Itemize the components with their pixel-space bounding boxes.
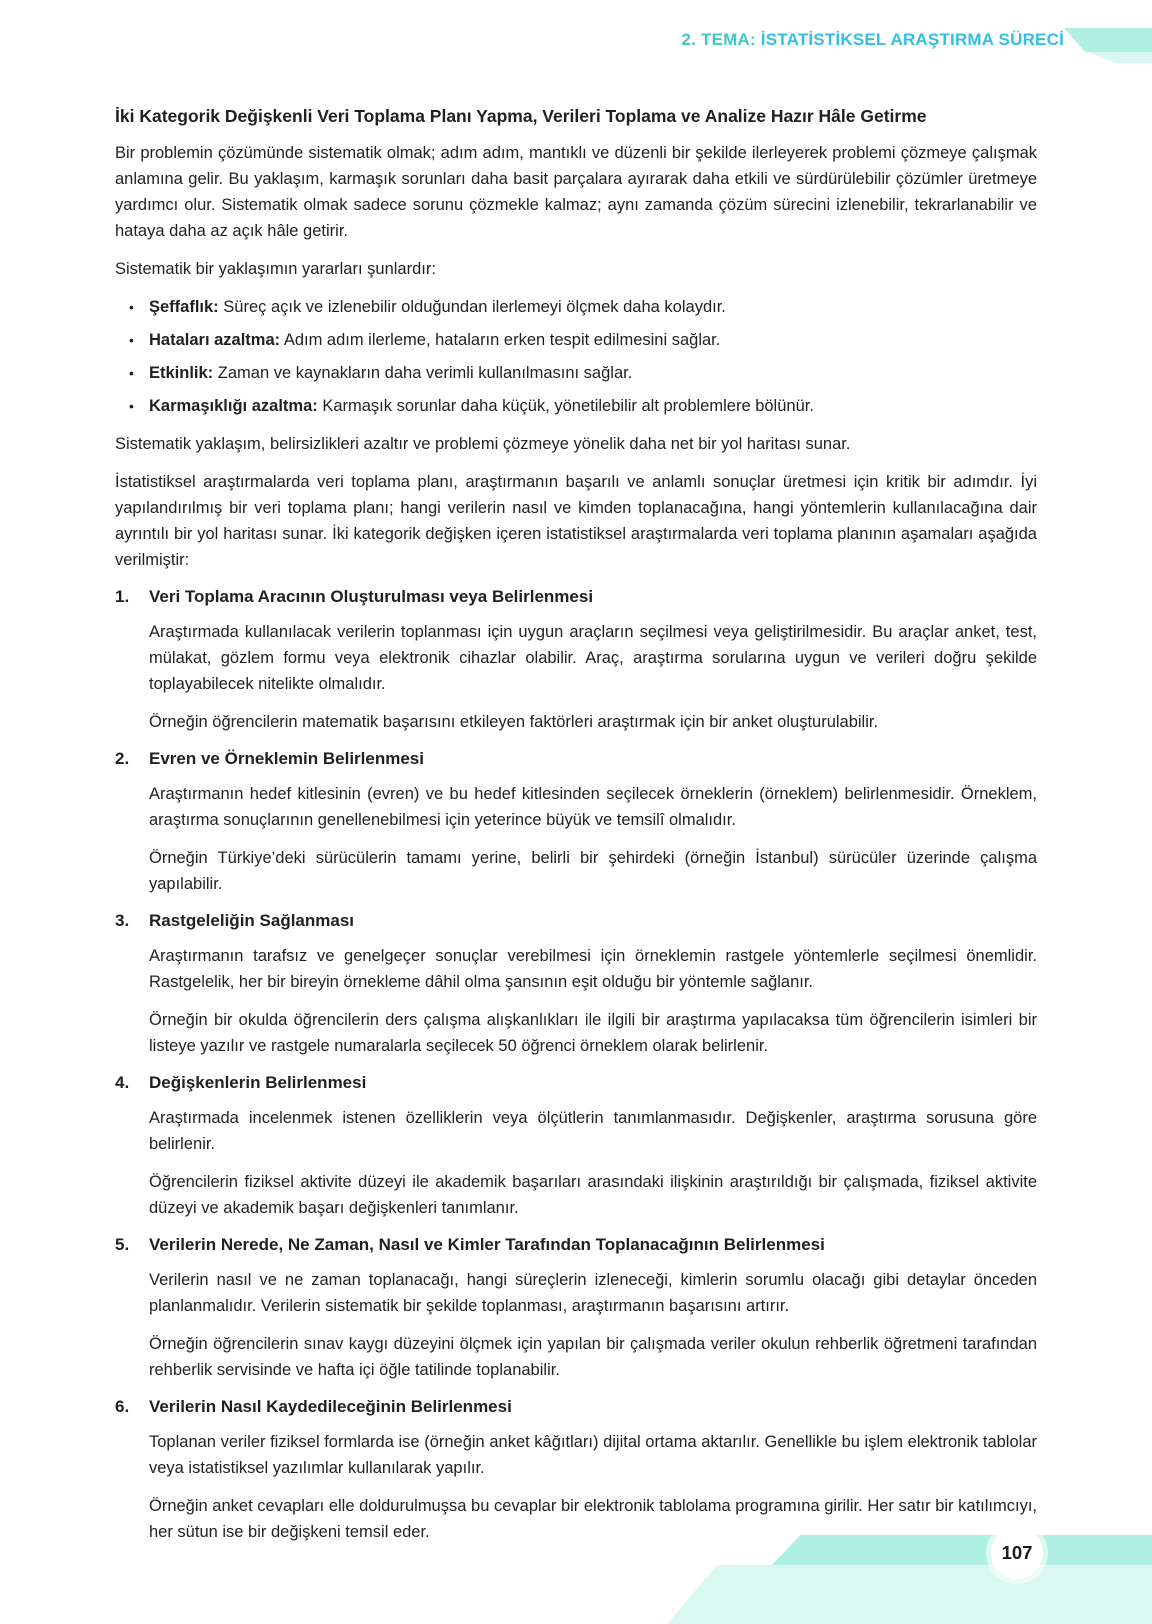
plan-intro-paragraph: İstatistiksel araştırmalarda veri toplama planı, araştırmanın başarılı ve anlamlı sonuçlar üretmesi için kritik bir adımdır. İyi yapılandırılmış bir veri toplama planı; hangi verilerin nasıl ve kimden toplanacağına, hangi yöntemlerin kullanılacağına dair ayrıntılı bir yol haritası sunar. İki kategorik değişken içeren istatistiksel araştırmalarda veri toplama planının aşamaları aşağıda verilmiştir: <box>115 473 1037 569</box>
step-example: Örneğin bir okulda öğrencilerin ders çalışma alışkanlıkları ile ilgili bir araştırma yapılacaksa tüm öğrencilerin isimleri bir listeye yazılır ve rastgele numaralarla seçilecek 50 öğrenci örneklem olarak belirlenir. <box>149 1011 1037 1055</box>
benefits-close: Sistematik yaklaşım, belirsizlikleri azaltır ve problemi çözmeye yönelik daha net bir yol haritası sunar. <box>115 435 851 453</box>
step-item <box>115 1395 1037 1545</box>
list-item <box>129 393 1037 419</box>
step-number: 5. <box>115 1235 130 1254</box>
list-item-text: Hataları azaltma: Adım adım ilerleme, hataların erken tespit edilmesini sağlar. <box>149 331 721 349</box>
step-heading <box>115 747 1037 771</box>
step-example: Örneğin anket cevapları elle doldurulmuşsa bu cevaplar bir elektronik tablolama programına girilir. Her satır bir katılımcıyı, her sütun ise bir değişkeni temsil eder. <box>149 1497 1037 1541</box>
step-example: Örneğin öğrencilerin sınav kaygı düzeyini ölçmek için yapılan bir çalışmada veriler okulun rehberlik öğretmeni tarafından rehberlik servisinde ve hafta içi öğle tatilinde toplanabilir. <box>149 1335 1037 1379</box>
step-item <box>115 1233 1037 1383</box>
bullet-icon: • <box>129 299 134 315</box>
page-number: 107 <box>1001 1542 1033 1563</box>
list-item-text: Etkinlik: Zaman ve kaynakların daha verimli kullanılmasını sağlar. <box>149 364 633 382</box>
step-example: Örneğin öğrencilerin matematik başarısını etkileyen faktörleri araştırmak için bir anket oluşturulabilir. <box>149 713 879 731</box>
step-title: Verilerin Nasıl Kaydedileceğinin Belirlenmesi <box>149 1397 512 1416</box>
step-number: 1. <box>115 587 130 606</box>
step-number: 3. <box>115 911 130 930</box>
step-heading <box>115 1071 1037 1095</box>
footer-ribbon-dark <box>772 1535 1152 1565</box>
theme-title: İSTATİSTİKSEL ARAŞTIRMA SÜRECİ <box>760 30 1064 49</box>
list-item-text: Karmaşıklığı azaltma: Karmaşık sorunlar daha küçük, yönetilebilir alt problemlere bölünür. <box>149 397 814 415</box>
step-paragraph: Araştırmanın hedef kitlesinin (evren) ve bu hedef kitlesinden seçilecek örneklerin (örneklem) belirlenmesidir. Örneklem, araştırma sonuçlarının genellenebilmesi için yeterince büyük ve temsilî olmalıdır. <box>149 785 1037 829</box>
step-number: 6. <box>115 1397 130 1416</box>
header-ribbon-dark <box>1064 28 1152 52</box>
step-heading <box>115 909 1037 933</box>
list-item <box>129 360 1037 386</box>
header-ribbon-light <box>1088 52 1152 63</box>
list-item <box>129 294 1037 320</box>
step-paragraph: Araştırmada incelenmek istenen özelliklerin veya ölçütlerin tanımlanmasıdır. Değişkenler, araştırma sorusuna göre belirlenir. <box>149 1109 1037 1153</box>
footer-ribbon-light <box>667 1565 1152 1624</box>
list-item-text: Şeffaflık: Süreç açık ve izlenebilir olduğundan ilerlemeyi ölçmek daha kolaydır. <box>149 298 726 316</box>
step-item <box>115 1071 1037 1221</box>
step-number: 2. <box>115 749 130 768</box>
step-heading <box>115 1233 1037 1257</box>
step-item <box>115 909 1037 1059</box>
page-number-badge <box>991 1527 1043 1579</box>
step-heading <box>115 1395 1037 1419</box>
step-example: Öğrencilerin fiziksel aktivite düzeyi ile akademik başarıları arasındaki ilişkinin araştırıldığı bir çalışmada, fiziksel aktivite düzeyi ve akademik başarı değişkenleri tanımlanır. <box>149 1173 1037 1217</box>
page-content <box>115 106 1037 1557</box>
step-title: Veri Toplama Aracının Oluşturulması veya Belirlenmesi <box>149 587 594 606</box>
list-item <box>129 327 1037 353</box>
step-paragraph: Toplanan veriler fiziksel formlarda ise (örneğin anket kâğıtları) dijital ortama aktarılır. Genellikle bu işlem elektronik tablolar veya istatistiksel yazılımlar kullanılarak yapılır. <box>149 1433 1037 1477</box>
step-item <box>115 585 1037 735</box>
bullet-icon: • <box>129 365 134 381</box>
benefits-lead: Sistematik bir yaklaşımın yararları şunlardır: <box>115 260 436 278</box>
section-title: İki Kategorik Değişkenli Veri Toplama Planı Yapma, Verileri Toplama ve Analize Hazır Hâle Getirme <box>115 106 927 126</box>
step-paragraph: Verilerin nasıl ve ne zaman toplanacağı, hangi süreçlerin izleneceği, kimlerin sorumlu olacağı gibi detaylar önceden planlanmalıdır. Verilerin sistematik bir şekilde toplanması, araştırmanın başarısını artırır. <box>149 1271 1037 1315</box>
step-number: 4. <box>115 1073 130 1092</box>
steps-list <box>115 585 1037 1545</box>
step-heading <box>115 585 1037 609</box>
step-paragraph: Araştırmanın tarafsız ve genelgeçer sonuçlar verebilmesi için örneklemin rastgele yöntemlerle seçilmesi önemlidir. Rastgelelik, her bir bireyin örnekleme dâhil olma şansının eşit olduğu bir yöntemle sağlanır. <box>149 947 1037 991</box>
step-paragraph: Araştırmada kullanılacak verilerin toplanması için uygun araçların seçilmesi veya geliştirilmesidir. Bu araçlar anket, test, mülakat, gözlem formu veya elektronik cihazlar olabilir. Araç, araştırma sorularına uygun ve verileri doğru şekilde toplayabilecek nitelikte olmalıdır. <box>149 623 1037 693</box>
benefits-list <box>115 294 1037 419</box>
chapter-header <box>682 30 1064 50</box>
step-title: Değişkenlerin Belirlenmesi <box>149 1073 367 1092</box>
step-title: Verilerin Nerede, Ne Zaman, Nasıl ve Kimler Tarafından Toplanacağının Belirlenmesi <box>149 1235 825 1254</box>
step-title: Rastgeleliğin Sağlanması <box>149 911 355 930</box>
theme-number-label: 2. TEMA: <box>681 30 756 49</box>
intro-paragraph: Bir problemin çözümünde sistematik olmak; adım adım, mantıklı ve düzenli bir şekilde ilerleyerek problemi çözmeye çalışmak anlamına gelir. Bu yaklaşım, karmaşık sorunları daha basit parçalara ayırarak daha etkili ve sürdürülebilir çözümler üretmeye yardımcı olur. Sistematik olmak sadece sorunu çözmekle kalmaz; aynı zamanda çözüm sürecini izlenebilir, tekrarlanabilir ve hataya daha az açık hâle getirir. <box>115 144 1037 240</box>
bullet-icon: • <box>129 332 134 348</box>
step-title: Evren ve Örneklemin Belirlenmesi <box>149 749 424 768</box>
bullet-icon: • <box>129 398 134 414</box>
step-item <box>115 747 1037 897</box>
step-example: Örneğin Türkiye’deki sürücülerin tamamı yerine, belirli bir şehirdeki (örneğin İstanbul) sürücüler üzerinde çalışma yapılabilir. <box>149 849 1037 893</box>
